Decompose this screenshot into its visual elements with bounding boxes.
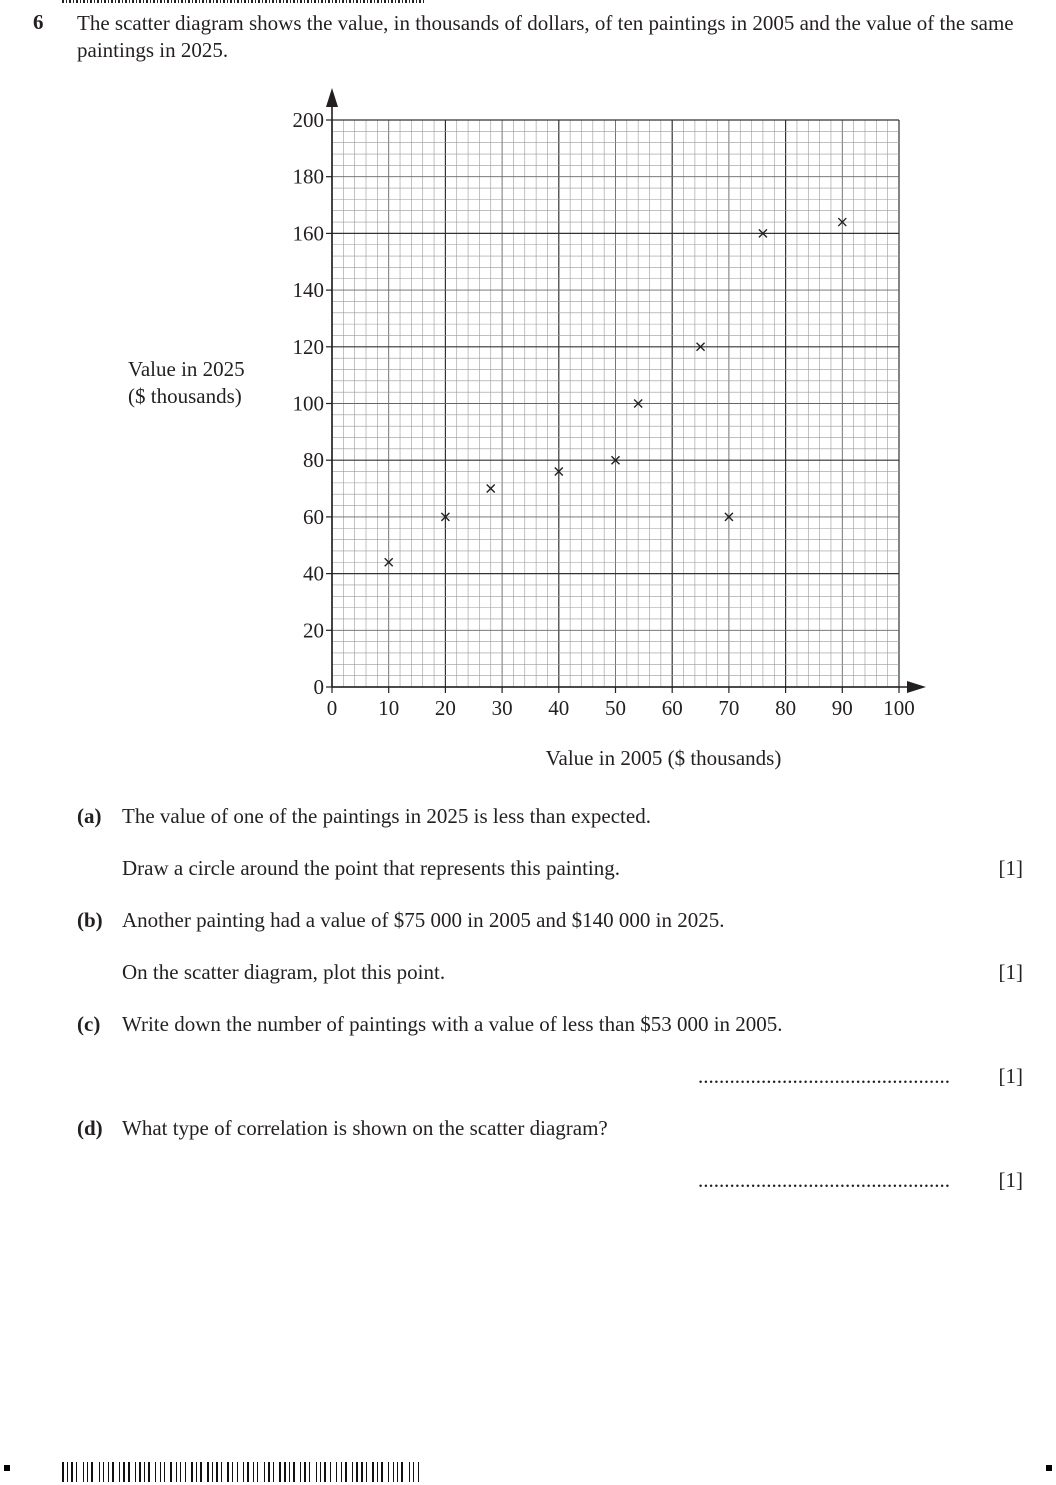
barcode-bar xyxy=(135,1462,136,1482)
barcode-bar xyxy=(62,1462,64,1482)
barcode-bar xyxy=(284,1462,286,1482)
y-axis-label-line-1: Value in 2025 xyxy=(128,357,245,381)
barcode-bar xyxy=(341,1462,342,1482)
barcode-bar xyxy=(119,1462,120,1482)
x-tick-label: 80 xyxy=(775,696,797,720)
barcode-bar xyxy=(87,1462,88,1482)
barcode-bar xyxy=(212,1462,213,1482)
part-c-mark: [1] xyxy=(998,1064,1023,1088)
barcode-bar xyxy=(388,1462,389,1482)
barcode-bar xyxy=(123,1462,125,1482)
barcode-bar xyxy=(300,1462,301,1482)
y-tick-label: 80 xyxy=(303,448,324,473)
barcode-bar xyxy=(397,1462,398,1482)
barcode-bar xyxy=(279,1462,281,1482)
y-tick-label: 0 xyxy=(313,675,324,699)
part-b-line-2: On the scatter diagram, plot this point. xyxy=(122,960,446,984)
barcode-bar xyxy=(247,1462,249,1482)
y-tick-label: 40 xyxy=(303,561,324,586)
barcode-bar xyxy=(356,1462,358,1482)
barcode-bar xyxy=(144,1462,145,1482)
barcode-bar xyxy=(221,1462,222,1482)
barcode-bar xyxy=(372,1462,374,1482)
barcode-bar xyxy=(71,1462,73,1482)
part-a-line-2: Draw a circle around the point that represents this painting. xyxy=(122,856,621,880)
barcode-bar xyxy=(409,1462,410,1482)
barcode-bar xyxy=(361,1462,363,1482)
barcode-bar xyxy=(257,1462,258,1482)
barcode-bar xyxy=(336,1462,337,1482)
barcode-bar xyxy=(148,1462,150,1482)
barcode-bar xyxy=(67,1462,68,1482)
x-axis-arrow xyxy=(907,681,926,693)
x-tick-label: 20 xyxy=(434,696,456,720)
barcode-bar xyxy=(155,1462,156,1482)
part-b-line-1: Another painting had a value of $75 000 in 2005 and $140 000 in 2025. xyxy=(122,908,725,932)
part-c-answer-line[interactable]: ................................................ xyxy=(698,1064,950,1088)
part-d-label: (d) xyxy=(77,1116,103,1140)
y-tick-label: 200 xyxy=(292,108,324,132)
barcode-bar xyxy=(76,1462,77,1482)
barcode-bar xyxy=(377,1462,378,1482)
barcode-bar xyxy=(418,1462,419,1482)
barcode-bar xyxy=(293,1462,295,1482)
barcode-bar xyxy=(191,1462,193,1482)
barcode-bar xyxy=(185,1462,186,1482)
barcode-bar xyxy=(324,1462,326,1482)
y-tick-label: 20 xyxy=(303,618,324,643)
barcode-bar xyxy=(309,1462,310,1482)
barcode-bar xyxy=(273,1462,274,1482)
barcode-bar xyxy=(330,1462,331,1482)
barcode-bar xyxy=(264,1462,265,1482)
barcode-bar xyxy=(176,1462,177,1482)
y-axis-arrow xyxy=(326,88,338,107)
part-d-answer-line[interactable]: ................................................ xyxy=(698,1168,950,1192)
y-axis-label-line-2: ($ thousands) xyxy=(128,384,242,408)
barcode-bar xyxy=(112,1462,114,1482)
y-tick-label: 160 xyxy=(292,221,324,246)
barcode-bar xyxy=(413,1462,414,1482)
y-tick-label: 140 xyxy=(292,278,324,303)
x-tick-label: 100 xyxy=(883,696,915,720)
question-intro: The scatter diagram shows the value, in thousands of dollars, of ten paintings in 2005 and the value of the same paintings in 2025. xyxy=(77,11,1014,62)
barcode-bar xyxy=(316,1462,317,1482)
question-number: 6 xyxy=(33,10,44,34)
corner-mark-left xyxy=(4,1465,10,1471)
x-tick-label: 0 xyxy=(326,696,338,720)
barcode-bar xyxy=(243,1462,244,1482)
x-axis-label: Value in 2005 ($ thousands) xyxy=(545,746,782,770)
x-tick-label: 30 xyxy=(491,696,513,720)
barcode-bar xyxy=(200,1462,202,1482)
barcode-bar xyxy=(103,1462,104,1482)
barcode-bar xyxy=(227,1462,229,1482)
barcode-bar xyxy=(160,1462,161,1482)
barcode-bar xyxy=(180,1462,181,1482)
barcode-bar xyxy=(289,1462,290,1482)
barcode-bar xyxy=(216,1462,218,1482)
part-b-mark: [1] xyxy=(998,960,1023,984)
x-tick-label: 40 xyxy=(548,696,570,720)
x-tick-label: 90 xyxy=(831,696,853,720)
barcode-bar xyxy=(268,1462,270,1482)
barcode-bar xyxy=(393,1462,394,1482)
y-tick-label: 100 xyxy=(292,391,324,416)
corner-mark-right xyxy=(1046,1465,1052,1471)
barcode-bar xyxy=(139,1462,141,1482)
barcode-bar xyxy=(170,1462,172,1482)
barcode-bar xyxy=(401,1462,403,1482)
barcode-bar xyxy=(352,1462,353,1482)
part-b-label: (b) xyxy=(77,908,103,932)
barcode-bar xyxy=(83,1462,84,1482)
part-c-line-1: Write down the number of paintings with a value of less than $53 000 in 2005. xyxy=(122,1012,783,1036)
barcode-bar xyxy=(320,1462,321,1482)
barcode-bar xyxy=(304,1462,306,1482)
barcode-bar xyxy=(345,1462,347,1482)
x-tick-label: 70 xyxy=(718,696,740,720)
x-tick-label: 60 xyxy=(661,696,683,720)
barcode-bar xyxy=(108,1462,109,1482)
barcode-bar xyxy=(91,1462,93,1482)
x-tick-label: 50 xyxy=(605,696,626,720)
part-c-label: (c) xyxy=(77,1012,101,1036)
footer-barcode xyxy=(62,1462,424,1484)
barcode-bar xyxy=(128,1462,130,1482)
barcode-bar xyxy=(366,1462,367,1482)
barcode-bar xyxy=(164,1462,165,1482)
part-a-line-1: The value of one of the paintings in 2025 is less than expected. xyxy=(122,804,651,828)
barcode-bar xyxy=(99,1462,100,1482)
barcode-bar xyxy=(207,1462,209,1482)
y-tick-label: 60 xyxy=(303,504,324,529)
barcode-bar xyxy=(381,1462,383,1482)
part-d-mark: [1] xyxy=(998,1168,1023,1192)
x-tick-label: 10 xyxy=(378,696,400,720)
part-d-line-1: What type of correlation is shown on the scatter diagram? xyxy=(122,1116,608,1140)
barcode-bar xyxy=(232,1462,233,1482)
y-tick-label: 180 xyxy=(292,164,324,189)
part-a-label: (a) xyxy=(77,804,102,828)
y-tick-label: 120 xyxy=(292,334,324,359)
part-a-mark: [1] xyxy=(998,856,1023,880)
barcode-bar xyxy=(196,1462,197,1482)
barcode-bar xyxy=(253,1462,254,1482)
barcode-bar xyxy=(237,1462,238,1482)
